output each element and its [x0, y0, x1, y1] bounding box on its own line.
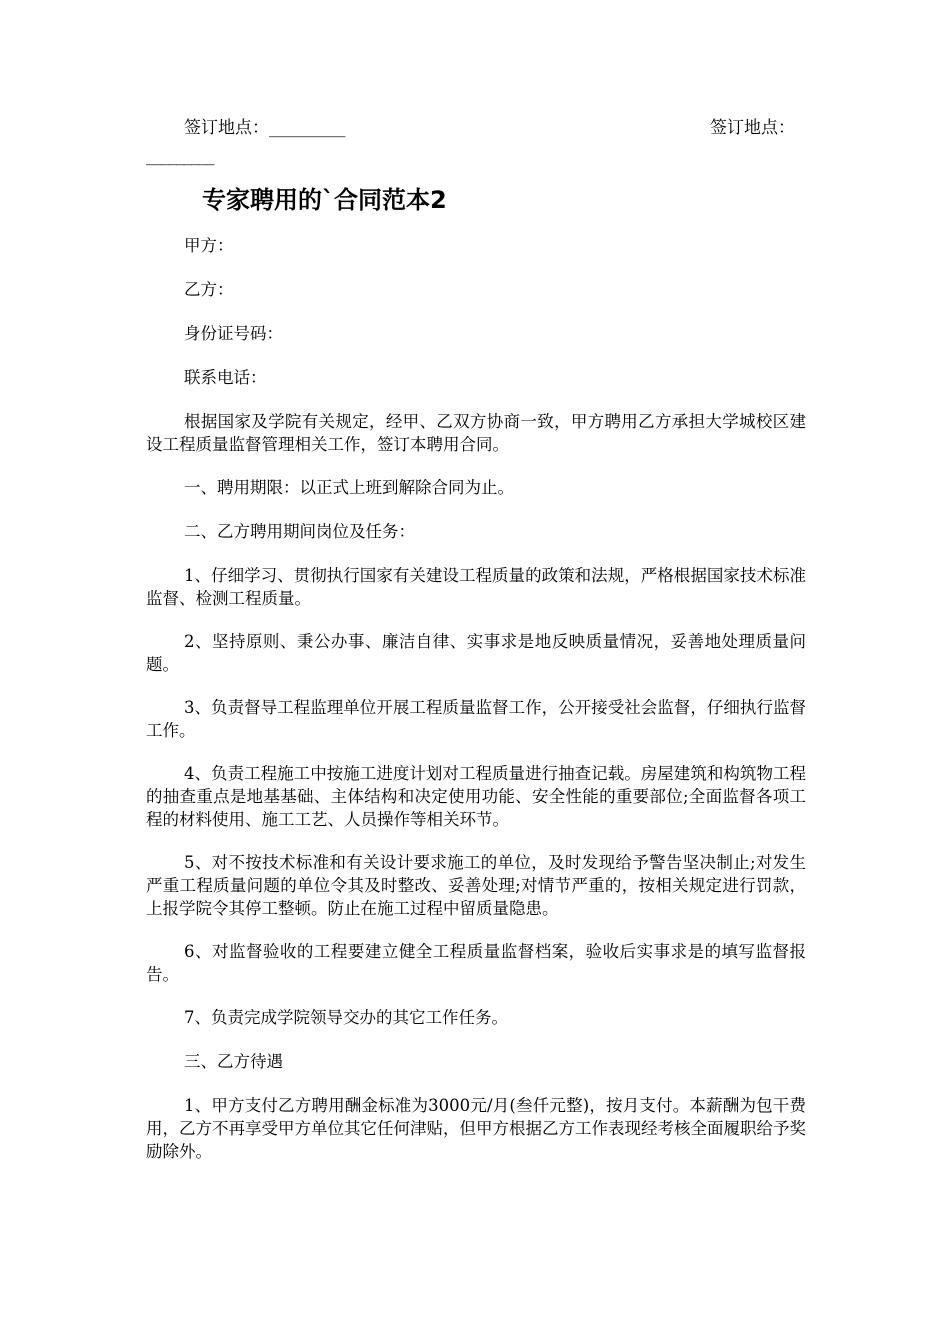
contract-body [146, 234, 806, 1183]
id-number-field: 身份证号码： [184, 324, 283, 343]
compensation-item-1: 1、甲方支付乙方聘用酬金标准为3000元/月(叁仟元整)，按月支付。本薪酬为包干费用，乙方不再享受甲方单位其它任何津贴，但甲方根据乙方工作表现经考核全面履职给予奖励除外。 [146, 1096, 806, 1161]
duty-item-1: 1、仔细学习、贯彻执行国家有关建设工程质量的政策和法规，严格根据国家技术标准监督、检测工程质量。 [146, 566, 806, 608]
signing-location-right-blank: _________ [146, 146, 214, 166]
signing-location-row [146, 114, 806, 170]
party-b-field: 乙方： [184, 280, 234, 299]
document-title: 专家聘用的`合同范本2 [202, 186, 447, 214]
duty-item-4: 4、负责工程施工中按施工进度计划对工程质量进行抽查记载。房屋建筑和构筑物工程的抽查重点是地基基础、主体结构和决定使用功能、安全性能的重要部位;全面监督各项工程的材料使用、施工工艺、人员操作等相关环节。 [146, 764, 806, 829]
section-compensation-heading: 三、乙方待遇 [184, 1052, 283, 1071]
duty-item-7: 7、负责完成学院领导交办的其它工作任务。 [184, 1008, 508, 1027]
signing-location-right: 签订地点： [710, 118, 795, 138]
duty-item-5: 5、对不按技术标准和有关设计要求施工的单位，及时发现给予警告坚决制止;对发生严重工程质量问题的单位令其及时整改、妥善处理;对情节严重的，按相关规定进行罚款，上报学院令其停工整顿。防止在施工过程中留质量隐患。 [146, 853, 806, 918]
section-term: 一、聘用期限：以正式上班到解除合同为止。 [184, 478, 514, 497]
intro-paragraph: 根据国家及学院有关规定，经甲、乙双方协商一致，甲方聘用乙方承担大学城校区建设工程质量监督管理相关工作，签订本聘用合同。 [146, 412, 806, 454]
duty-item-6: 6、对监督验收的工程要建立健全工程质量监督档案，验收后实事求是的填写监督报告。 [146, 942, 806, 984]
duty-item-3: 3、负责督导工程监理单位开展工程质量监督工作，公开接受社会监督，仔细执行监督工作。 [146, 698, 806, 740]
signing-location-left: 签订地点：_________ [184, 118, 346, 138]
section-duties-heading: 二、乙方聘用期间岗位及任务： [184, 522, 415, 541]
duty-item-2: 2、坚持原则、秉公办事、廉洁自律、实事求是地反映质量情况，妥善地处理质量问题。 [146, 632, 806, 674]
phone-field: 联系电话： [184, 368, 267, 387]
party-a-field: 甲方： [184, 236, 234, 255]
